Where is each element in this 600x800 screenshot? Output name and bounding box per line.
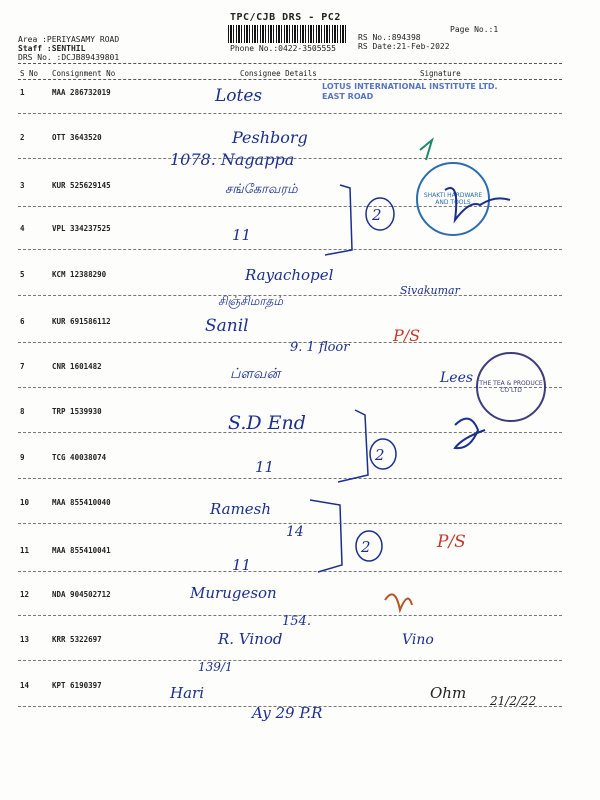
handwritten-consignee: 11: [232, 556, 252, 574]
row-sno: 3: [20, 181, 25, 190]
row-sno: 1: [20, 88, 25, 97]
rs-date: RS Date:21-Feb-2022: [358, 42, 450, 51]
handwritten-consignee: Peshborg: [232, 128, 308, 147]
column-header-consignment: Consignment No: [52, 69, 116, 78]
row-consignment: MAA 855410040: [52, 498, 111, 507]
page-number: Page No.:1: [450, 25, 499, 34]
signature-row-13: Vino: [402, 632, 434, 648]
round-stamp-text: SHAKTI HARDWARE AND TOOLS: [423, 192, 483, 206]
row-consignment: TCG 40038074: [52, 453, 107, 462]
row-divider: [18, 249, 562, 250]
circled-count: 2: [375, 446, 385, 464]
table-row: [0, 181, 600, 221]
rubber-stamp: LOTUS INTERNATIONAL INSTITUTE LTD. EAST ROAD: [322, 82, 498, 101]
row-sno: 14: [20, 681, 30, 690]
signature-row-5: Sivakumar: [400, 284, 460, 297]
handwritten-consignee: 11: [232, 226, 252, 244]
rs-number: RS No.:894398: [358, 33, 421, 42]
row-consignment: TRP 1539930: [52, 407, 102, 416]
staff-field: Staff :SENTHIL: [18, 44, 86, 53]
handwritten-consignee: ப்ளவன்: [230, 366, 281, 382]
row-consignment: KRR 5322697: [52, 635, 102, 644]
ps-mark: P/S: [393, 326, 421, 345]
round-stamp: [416, 162, 490, 236]
row-sno: 5: [20, 270, 25, 279]
circled-count: 2: [361, 538, 371, 556]
handwritten-consignee: Murugeson: [190, 584, 277, 602]
row-divider: [18, 113, 562, 114]
row-divider: [18, 571, 562, 572]
handwritten-consignee: 14: [286, 524, 304, 540]
column-header-consignee: Consignee Details: [240, 69, 317, 78]
signature-date: 21/2/22: [490, 694, 537, 708]
row-consignment: MAA 855410041: [52, 546, 111, 555]
row-sno: 11: [20, 546, 30, 555]
handwritten-consignee: சிஞ்சிமாதம்: [218, 294, 284, 308]
handwritten-consignee: Ay 29 P.R: [252, 704, 323, 722]
handwritten-consignee: 154.: [282, 614, 311, 629]
row-sno: 12: [20, 590, 30, 599]
row-consignment: KPT 6190397: [52, 681, 102, 690]
table-row: [0, 453, 600, 493]
handwritten-consignee: 139/1: [198, 660, 233, 674]
handwritten-consignee: Ramesh: [210, 500, 272, 518]
handwritten-consignee: R. Vinod: [218, 630, 283, 648]
handwritten-consignee: Sanil: [205, 316, 249, 336]
row-consignment: KUR 691586112: [52, 317, 111, 326]
round-stamp: [476, 352, 546, 422]
row-divider: [18, 295, 562, 296]
row-sno: 6: [20, 317, 25, 326]
row-sno: 10: [20, 498, 30, 507]
row-divider: [18, 478, 562, 479]
header-divider-bottom: [18, 79, 562, 80]
row-sno: 4: [20, 224, 25, 233]
table-row: [0, 635, 600, 675]
row-sno: 7: [20, 362, 25, 371]
row-consignment: MAA 286732019: [52, 88, 111, 97]
table-row: [0, 224, 600, 264]
column-header-sno: S No: [20, 69, 39, 78]
row-consignment: KCM 12388290: [52, 270, 107, 279]
phone-number: Phone No.:0422-3505555: [230, 44, 336, 53]
circled-count: 2: [372, 206, 382, 224]
row-sno: 8: [20, 407, 25, 416]
row-sno: 2: [20, 133, 25, 142]
row-consignment: NDA 904502712: [52, 590, 111, 599]
handwritten-consignee: 1078. Nagappa: [170, 150, 295, 169]
table-row: [0, 546, 600, 586]
handwritten-consignee: Hari: [170, 684, 204, 702]
header-divider-top: [18, 63, 562, 64]
barcode: [228, 25, 348, 43]
round-stamp-text: THE TEA & PRODUCE CO LTD: [479, 380, 543, 394]
row-consignment: VPL 334237525: [52, 224, 111, 233]
handwritten-consignee: Rayachopel: [245, 266, 334, 284]
row-consignment: KUR 525629145: [52, 181, 111, 190]
handwritten-consignee: 9. 1 floor: [290, 340, 350, 355]
row-divider: [18, 660, 562, 661]
handwritten-consignee: 11: [255, 458, 275, 476]
row-sno: 9: [20, 453, 25, 462]
row-consignment: OTT 3643520: [52, 133, 102, 142]
handwritten-consignee: Lotes: [215, 86, 263, 106]
document-title: TPC/CJB DRS - PC2: [230, 12, 341, 23]
row-consignment: CNR 1601482: [52, 362, 102, 371]
handwritten-consignee: சங்கோவரம்: [225, 182, 298, 197]
row-sno: 13: [20, 635, 30, 644]
signature-row-7: Lees: [440, 370, 474, 386]
drs-number: DRS No. :DCJB89439801: [18, 53, 120, 62]
ps-mark: P/S: [437, 532, 466, 552]
signature-row-14: Ohm: [430, 684, 467, 702]
area-field: Area :PERIYASAMY ROAD: [18, 35, 120, 44]
handwritten-consignee: S.D End: [228, 412, 306, 434]
column-header-signature: Signature: [420, 69, 461, 78]
